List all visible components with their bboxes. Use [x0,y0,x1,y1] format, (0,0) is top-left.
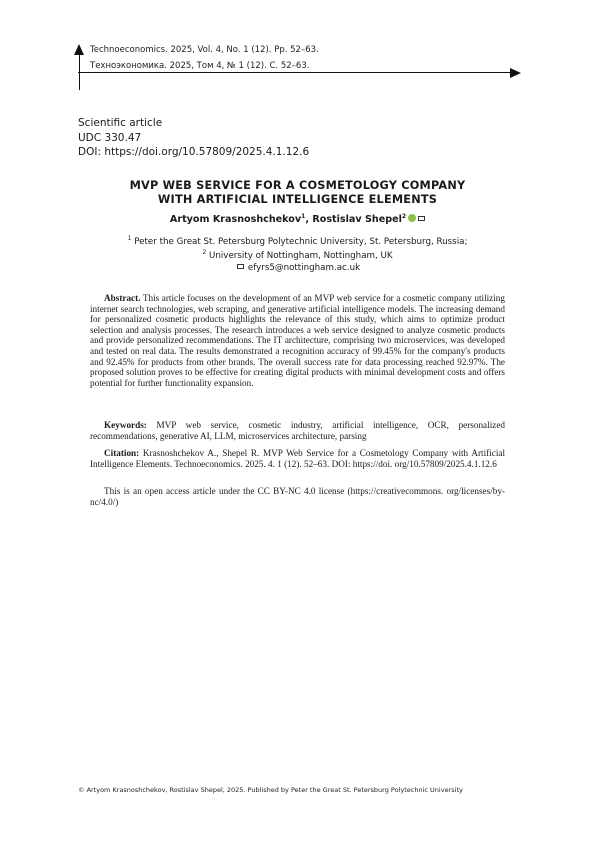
arrow-up-icon [74,44,84,55]
keywords-text: MVP web service, cosmetic industry, artificial intelligence, OCR, personalized recommendations, generative AI, LLM, microservices architecture, parsing [90,420,505,441]
abstract [90,293,505,388]
author-separator: , [305,214,313,226]
keywords [90,420,505,441]
citation-label: Citation: [104,448,140,458]
udc-code: UDC 330.47 [78,131,142,144]
affiliation-marker: 1 [127,235,132,242]
affiliation-text: University of Nottingham, Nottingham, UK [206,250,393,261]
affiliation-2 [78,246,517,263]
journal-citation-ru: Техноэкономика. 2025, Том 4, № 1 (12). С. 52–63. [90,61,310,71]
article-title [78,179,517,207]
affiliation-marker: 2 [401,213,407,220]
abstract-label: Abstract. [104,293,141,303]
abstract-text: This article focuses on the development of an MVP web service for a cosmetic company utilizing internet search technologies, web scraping, and generative artificial intelligence models. The increasing demand for personalized cosmetic products highlights the relevance of this study, which aims to optimize product selection and analysis processes. The research introduces a web service designed to analyze cosmetic products and provide personalized recommendations. The IT architecture, comprising two microservices, was developed and tested on real data. The results demonstrated a recognition accuracy of 99.45% for the company's products and 92.45% for products from other brands. The overall success rate for data processing reached 92.97%. The proposed solution proves to be effective for creating digital products with minimal development costs and offers potential for further functionality expansion. [90,293,505,388]
arrow-right-icon [510,68,521,78]
copyright-footer: © Artyom Krasnoshchekov, Rostislav Shepel, 2025. Published by Peter the Great St. Petersburg Polytechnic University [78,786,463,794]
mail-icon[interactable] [418,216,425,221]
author-list [78,213,517,225]
mail-icon [237,264,244,269]
affiliation-marker: 1 [301,213,306,220]
vertical-rule [79,53,80,90]
citation-text: Krasnoshchekov A., Shepel R. MVP Web Service for a Cosmetology Company with Artificial Intelligence Elements. Technoeconomics. 2025. 4. 1 (12). 52–63. DOI: https://doi. org/10.57809/2025.4.1.12.6 [90,448,505,469]
title-line-1: MVP WEB SERVICE FOR A COSMETOLOGY COMPANY [129,179,466,192]
running-header [90,42,319,74]
keywords-label: Keywords: [104,420,147,430]
article-type: Scientific article [78,117,163,129]
affiliation-text: Peter the Great St. Petersburg Polytechnic University, St. Petersburg, Russia; [131,236,468,247]
corresponding-email [78,262,517,275]
email-address[interactable]: efyrs5@nottingham.ac.uk [247,263,361,273]
orcid-icon[interactable] [408,214,416,222]
title-line-2: WITH ARTIFICIAL INTELLIGENCE ELEMENTS [157,193,438,206]
article-meta [78,116,309,160]
affiliation-marker: 2 [202,249,207,256]
author-name: Artyom Krasnoshchekov [169,214,302,226]
citation [90,448,505,469]
license-notice [90,486,505,507]
header-rule [78,72,512,73]
journal-citation-en: Technoeconomics. 2025, Vol. 4, No. 1 (12). Pp. 52–63. [90,45,319,55]
license-text: This is an open access article under the CC BY-NC 4.0 license (https://creativecommons. org/licenses/by-nc/4.0/) [90,486,505,507]
author-name: Rostislav Shepel [312,214,402,226]
doi-line[interactable]: DOI: https://doi.org/10.57809/2025.4.1.12.6 [78,146,310,158]
